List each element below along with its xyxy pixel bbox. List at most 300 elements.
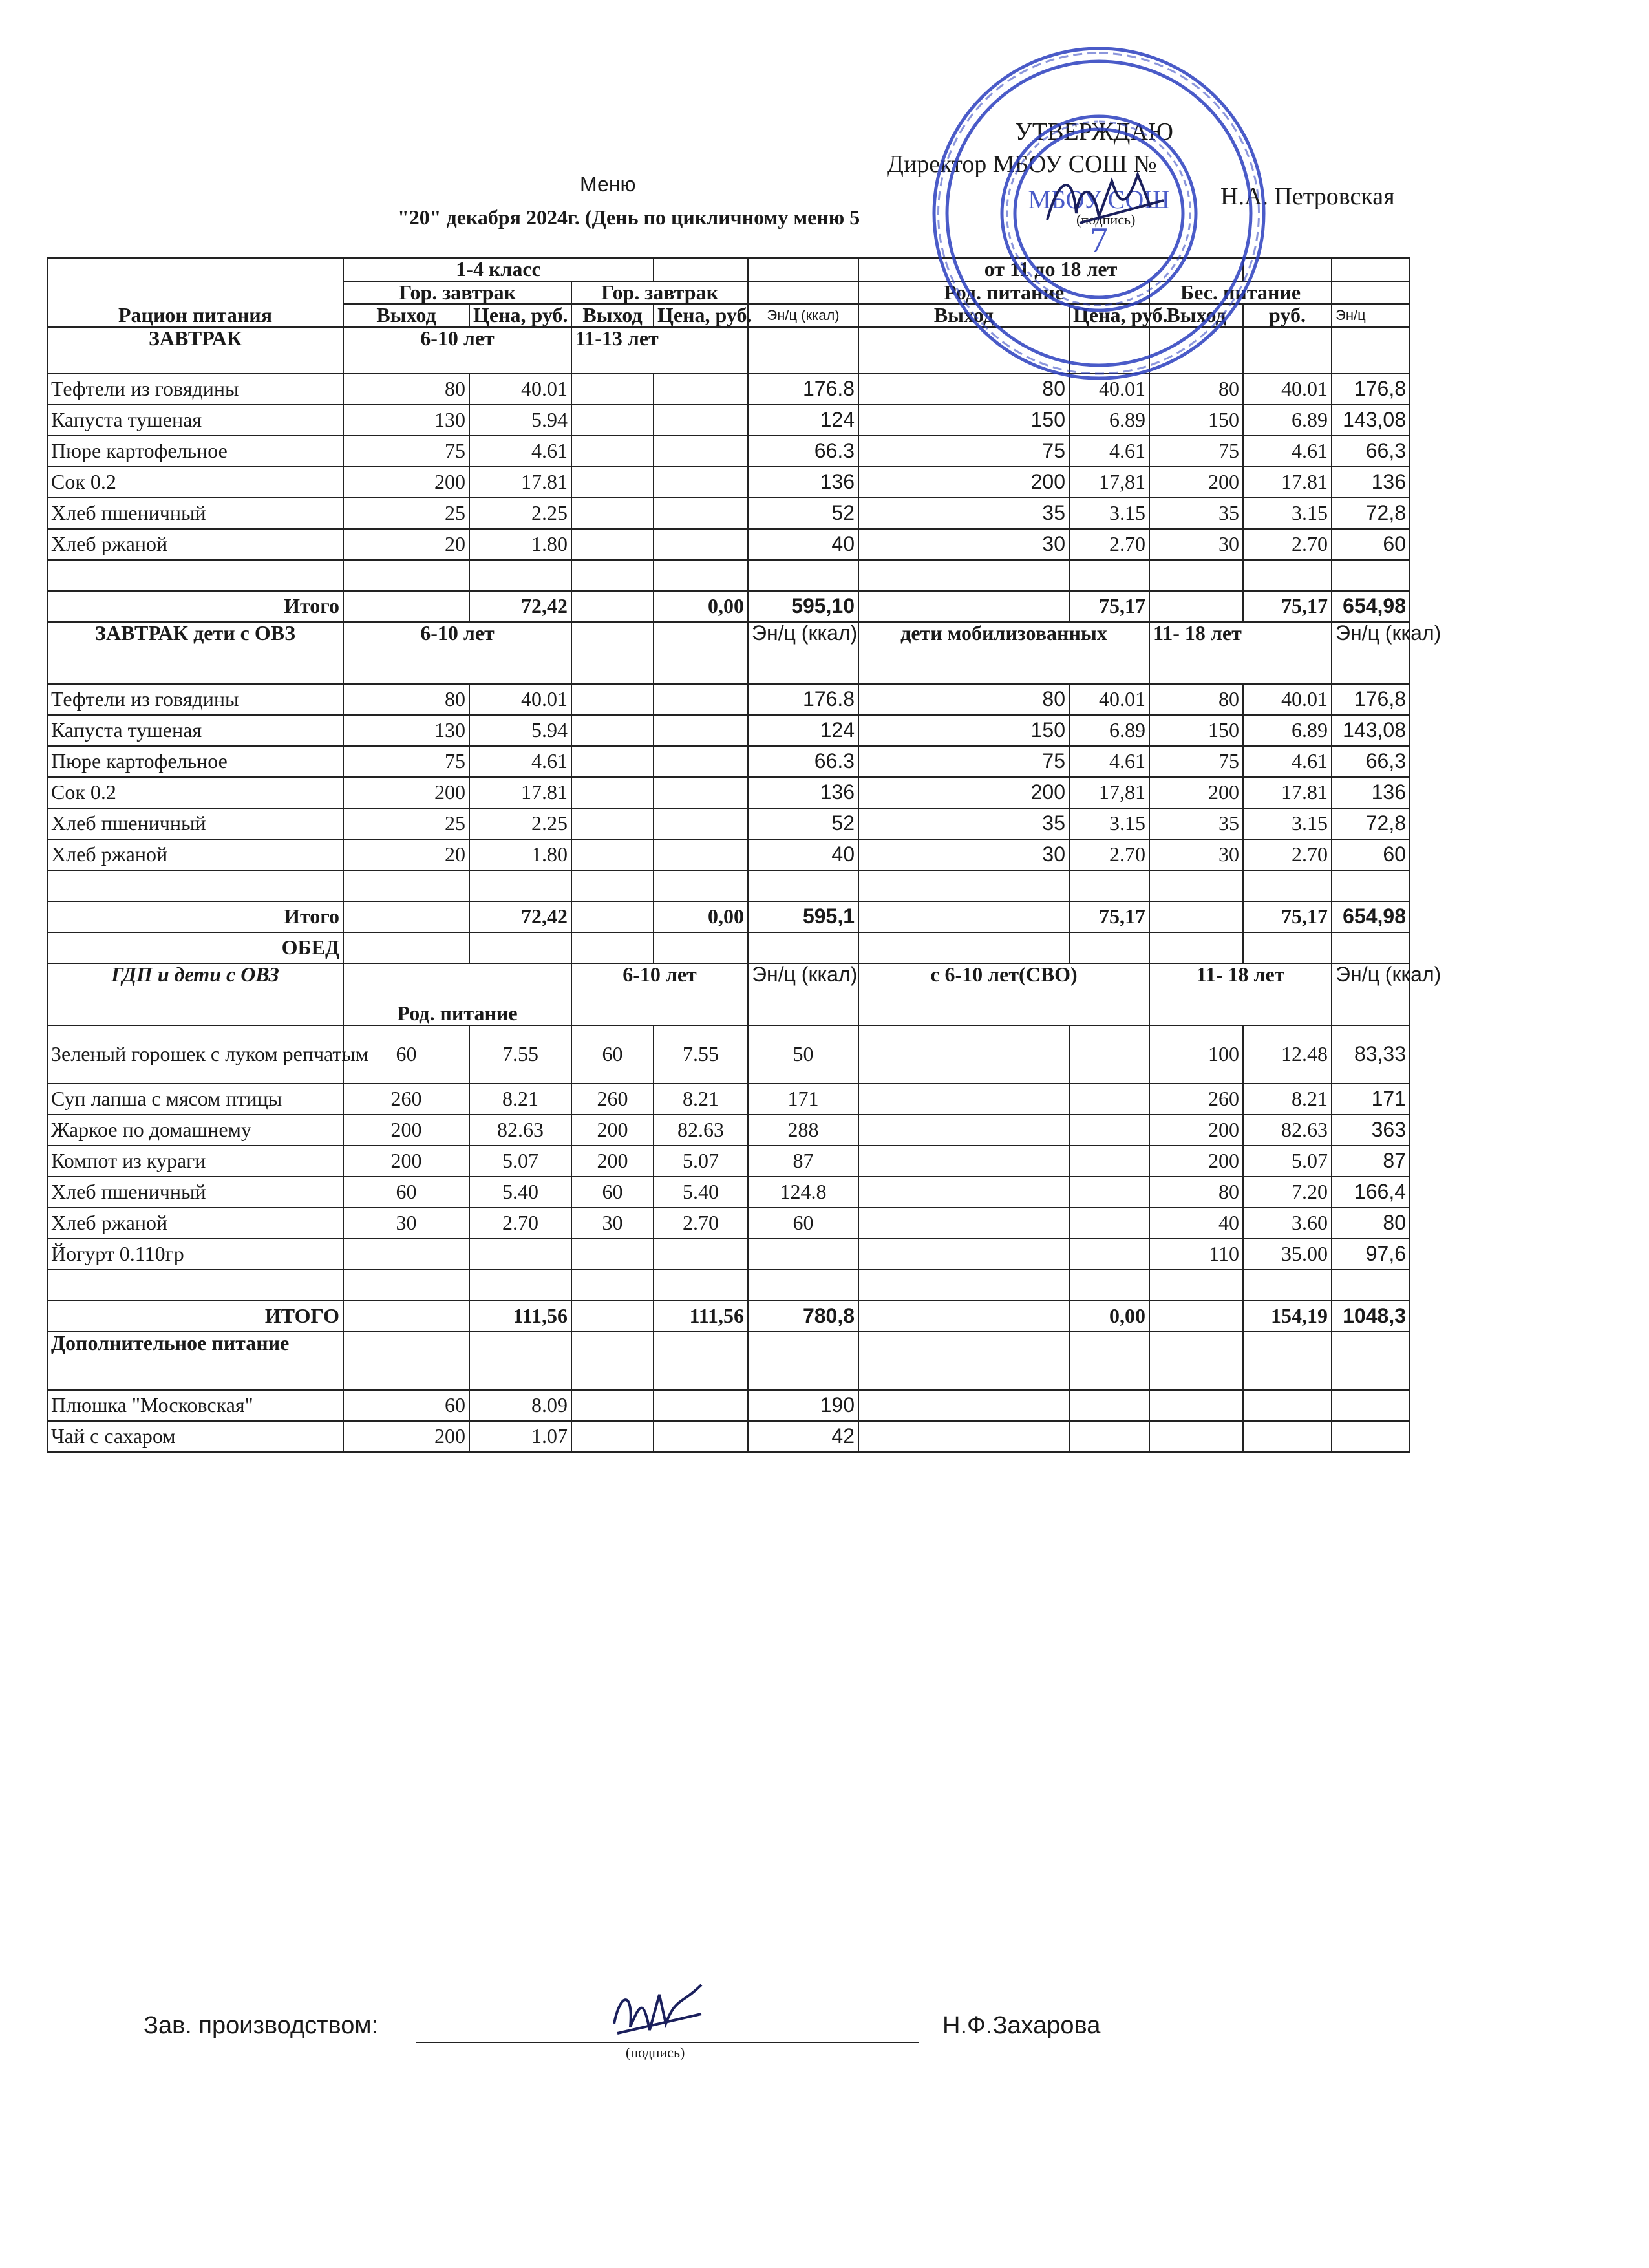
dish-value: 72,8 bbox=[1332, 498, 1410, 529]
dish-value: 40.01 bbox=[1243, 684, 1332, 715]
dish-value: 110 bbox=[1149, 1239, 1243, 1270]
header-price: Цена, руб. bbox=[654, 304, 748, 327]
total-value bbox=[571, 1301, 654, 1332]
dish-value: 4.61 bbox=[1243, 746, 1332, 777]
total-value: 75,17 bbox=[1243, 591, 1332, 622]
dish-value: 40.01 bbox=[1069, 684, 1149, 715]
dish-value: 52 bbox=[748, 808, 858, 839]
empty-cell bbox=[47, 560, 343, 591]
dish-value bbox=[858, 1239, 1069, 1270]
header-rod-pitanie: Род. питание bbox=[858, 281, 1149, 305]
dish-value: 20 bbox=[343, 839, 469, 870]
empty-cell bbox=[1243, 1332, 1332, 1390]
dish-name: Капуста тушеная bbox=[47, 715, 343, 746]
dish-value bbox=[571, 374, 654, 405]
empty-cell bbox=[654, 1332, 748, 1390]
dish-value: 200 bbox=[343, 467, 469, 498]
dish-name: Суп лапша с мясом птицы bbox=[47, 1084, 343, 1115]
dish-value: 35.00 bbox=[1243, 1239, 1332, 1270]
dish-value: 30 bbox=[571, 1208, 654, 1239]
total-value bbox=[858, 901, 1069, 932]
section-additional-title: Дополнительное питание bbox=[47, 1332, 343, 1390]
table-row bbox=[47, 715, 1410, 746]
section-mobilized: дети мобилизованных bbox=[858, 622, 1149, 684]
dish-value: 260 bbox=[1149, 1084, 1243, 1115]
total-label: ИТОГО bbox=[47, 1301, 343, 1332]
dish-value: 25 bbox=[343, 808, 469, 839]
dish-value: 80 bbox=[858, 684, 1069, 715]
header-gor-breakfast: Гор. завтрак bbox=[571, 281, 748, 305]
empty-cell bbox=[654, 932, 748, 963]
dish-value: 6.89 bbox=[1069, 715, 1149, 746]
total-value bbox=[1149, 591, 1243, 622]
dish-value: 17.81 bbox=[469, 777, 571, 808]
dish-value: 30 bbox=[343, 1208, 469, 1239]
dish-name: Плюшка "Московская" bbox=[47, 1390, 343, 1421]
section-gdp-title: ГДП и дети с ОВЗ bbox=[47, 963, 343, 1025]
dish-value: 143,08 bbox=[1332, 715, 1410, 746]
section-age: 11-13 лет bbox=[571, 327, 748, 374]
dish-value: 66.3 bbox=[748, 436, 858, 467]
table-row bbox=[47, 1208, 1410, 1239]
dish-value: 7.20 bbox=[1243, 1177, 1332, 1208]
dish-value: 1.80 bbox=[469, 839, 571, 870]
section-energy: Эн/ц (ккал) bbox=[1332, 963, 1410, 1025]
dish-value bbox=[1332, 1421, 1410, 1452]
dish-value: 12.48 bbox=[1243, 1025, 1332, 1084]
dish-value: 87 bbox=[1332, 1146, 1410, 1177]
empty-cell bbox=[1069, 560, 1149, 591]
dish-value: 83,33 bbox=[1332, 1025, 1410, 1084]
empty-cell bbox=[1332, 1270, 1410, 1301]
empty-cell bbox=[343, 1270, 469, 1301]
dish-value: 75 bbox=[858, 436, 1069, 467]
dish-value: 136 bbox=[1332, 777, 1410, 808]
total-value: 75,17 bbox=[1069, 591, 1149, 622]
table-row bbox=[47, 498, 1410, 529]
dish-value: 20 bbox=[343, 529, 469, 560]
dish-value: 176.8 bbox=[748, 684, 858, 715]
total-value: 154,19 bbox=[1243, 1301, 1332, 1332]
table-row bbox=[47, 963, 1410, 1025]
empty-cell bbox=[1149, 1270, 1243, 1301]
total-value bbox=[571, 591, 654, 622]
section-breakfast-title: ЗАВТРАК bbox=[47, 327, 343, 374]
dish-value: 2.70 bbox=[1243, 529, 1332, 560]
dish-value bbox=[654, 715, 748, 746]
dish-value bbox=[654, 1390, 748, 1421]
dish-value bbox=[858, 1146, 1069, 1177]
dish-value: 5.07 bbox=[1243, 1146, 1332, 1177]
empty-cell bbox=[1149, 1332, 1243, 1390]
table-row bbox=[47, 591, 1410, 622]
dish-value: 5.07 bbox=[654, 1146, 748, 1177]
total-value: 1048,3 bbox=[1332, 1301, 1410, 1332]
dish-value bbox=[654, 498, 748, 529]
dish-value bbox=[1243, 1390, 1332, 1421]
dish-value bbox=[571, 1239, 654, 1270]
dish-value: 176,8 bbox=[1332, 374, 1410, 405]
dish-value bbox=[1149, 1390, 1243, 1421]
empty-cell bbox=[571, 1332, 654, 1390]
dish-value bbox=[1069, 1208, 1149, 1239]
dish-value bbox=[469, 1239, 571, 1270]
dish-value: 40 bbox=[748, 839, 858, 870]
empty-cell bbox=[469, 560, 571, 591]
empty-cell bbox=[1332, 560, 1410, 591]
dish-value bbox=[1069, 1390, 1149, 1421]
dish-value: 3.15 bbox=[1243, 498, 1332, 529]
dish-value: 30 bbox=[1149, 839, 1243, 870]
dish-value: 2.70 bbox=[654, 1208, 748, 1239]
dish-value bbox=[571, 808, 654, 839]
dish-value: 60 bbox=[571, 1025, 654, 1084]
table-row bbox=[47, 808, 1410, 839]
table-row bbox=[47, 870, 1410, 901]
total-value bbox=[1149, 901, 1243, 932]
dish-value: 150 bbox=[1149, 405, 1243, 436]
section-age: 11- 18 лет bbox=[1149, 622, 1332, 684]
empty-cell bbox=[748, 870, 858, 901]
empty-cell bbox=[748, 932, 858, 963]
dish-value bbox=[858, 1025, 1069, 1084]
dish-value: 200 bbox=[571, 1115, 654, 1146]
dish-value bbox=[858, 1084, 1069, 1115]
total-value bbox=[343, 901, 469, 932]
total-value: 780,8 bbox=[748, 1301, 858, 1332]
empty-cell bbox=[1243, 560, 1332, 591]
dish-value bbox=[654, 1421, 748, 1452]
empty-cell bbox=[343, 932, 469, 963]
empty-cell bbox=[571, 1270, 654, 1301]
table-row bbox=[47, 777, 1410, 808]
dish-value: 35 bbox=[858, 498, 1069, 529]
director-name: Н.А. Петровская bbox=[1220, 183, 1395, 210]
dish-value: 82.63 bbox=[654, 1115, 748, 1146]
empty-cell bbox=[469, 870, 571, 901]
empty-cell bbox=[1069, 1270, 1149, 1301]
dish-value: 136 bbox=[748, 467, 858, 498]
empty-cell bbox=[469, 1332, 571, 1390]
dish-name: Сок 0.2 bbox=[47, 777, 343, 808]
dish-value: 97,6 bbox=[1332, 1239, 1410, 1270]
dish-value: 5.07 bbox=[469, 1146, 571, 1177]
dish-value: 40.01 bbox=[1243, 374, 1332, 405]
dish-value bbox=[654, 1239, 748, 1270]
dish-value: 75 bbox=[1149, 436, 1243, 467]
director-title: Директор МБОУ СОШ № bbox=[887, 151, 1157, 178]
dish-value: 8.21 bbox=[1243, 1084, 1332, 1115]
dish-value: 60 bbox=[343, 1177, 469, 1208]
empty-cell bbox=[748, 1332, 858, 1390]
stamp-number: 7 bbox=[1090, 220, 1108, 261]
empty-cell bbox=[343, 870, 469, 901]
table-row bbox=[47, 932, 1410, 963]
dish-value: 200 bbox=[343, 777, 469, 808]
empty-cell bbox=[858, 1332, 1069, 1390]
header-age-group: от 11 до 18 лет bbox=[858, 258, 1243, 281]
dish-value bbox=[1243, 1421, 1332, 1452]
date-line: "20" декабря 2024г. (День по цикличному меню 5 bbox=[398, 206, 860, 229]
dish-value: 150 bbox=[858, 715, 1069, 746]
dish-value: 6.89 bbox=[1243, 405, 1332, 436]
dish-value bbox=[571, 1390, 654, 1421]
header-vyhod: Выход bbox=[571, 304, 654, 327]
dish-value bbox=[858, 1421, 1069, 1452]
table-row bbox=[47, 1084, 1410, 1115]
empty-cell bbox=[1069, 932, 1149, 963]
dish-value: 66,3 bbox=[1332, 746, 1410, 777]
section-age: 6-10 лет bbox=[571, 963, 748, 1025]
dish-value: 50 bbox=[748, 1025, 858, 1084]
section-rod: Род. питание bbox=[343, 963, 571, 1025]
dish-value: 40.01 bbox=[1069, 374, 1149, 405]
total-value: 75,17 bbox=[1243, 901, 1332, 932]
approval-heading: УТВЕРЖДАЮ bbox=[1015, 118, 1173, 145]
dish-value: 200 bbox=[858, 777, 1069, 808]
dish-value: 8.21 bbox=[469, 1084, 571, 1115]
empty-cell bbox=[654, 622, 748, 684]
empty-cell bbox=[1243, 932, 1332, 963]
section-lunch-title: ОБЕД bbox=[47, 932, 343, 963]
section-ovz-title: ЗАВТРАК дети с ОВЗ bbox=[47, 622, 343, 684]
table-row bbox=[47, 622, 1410, 684]
empty-cell bbox=[47, 1270, 343, 1301]
table-row bbox=[47, 746, 1410, 777]
dish-value: 2.70 bbox=[1069, 839, 1149, 870]
total-value: 111,56 bbox=[654, 1301, 748, 1332]
total-value bbox=[1149, 1301, 1243, 1332]
dish-name: Хлеб пшеничный bbox=[47, 1177, 343, 1208]
dish-value: 3.15 bbox=[1243, 808, 1332, 839]
dish-value: 171 bbox=[1332, 1084, 1410, 1115]
dish-value: 150 bbox=[1149, 715, 1243, 746]
dish-name: Зеленый горошек с луком репчатым bbox=[47, 1025, 343, 1084]
dish-value bbox=[654, 374, 748, 405]
dish-name: Жаркое по домашнему bbox=[47, 1115, 343, 1146]
dish-value: 17,81 bbox=[1069, 467, 1149, 498]
section-energy: Эн/ц (ккал) bbox=[1332, 622, 1410, 684]
table-row bbox=[47, 529, 1410, 560]
dish-name: Тефтели из говядины bbox=[47, 374, 343, 405]
total-value: 0,00 bbox=[1069, 1301, 1149, 1332]
dish-value: 60 bbox=[1332, 529, 1410, 560]
table-row bbox=[47, 1025, 1410, 1084]
dish-value bbox=[654, 405, 748, 436]
dish-name: Чай с сахаром bbox=[47, 1421, 343, 1452]
dish-value: 17,81 bbox=[1069, 777, 1149, 808]
dish-value: 200 bbox=[571, 1146, 654, 1177]
dish-value: 130 bbox=[343, 405, 469, 436]
dish-value: 80 bbox=[343, 374, 469, 405]
dish-value: 82.63 bbox=[1243, 1115, 1332, 1146]
dish-name: Капуста тушеная bbox=[47, 405, 343, 436]
production-signature-icon bbox=[604, 1978, 708, 2043]
header-energy: Эн/ц bbox=[1332, 304, 1410, 327]
dish-value: 80 bbox=[1149, 1177, 1243, 1208]
dish-value: 66.3 bbox=[748, 746, 858, 777]
dish-value: 4.61 bbox=[1243, 436, 1332, 467]
total-value: 75,17 bbox=[1069, 901, 1149, 932]
dish-value: 190 bbox=[748, 1390, 858, 1421]
table-row bbox=[47, 467, 1410, 498]
menu-table bbox=[47, 257, 1442, 1453]
dish-value: 60 bbox=[343, 1390, 469, 1421]
dish-value: 4.61 bbox=[1069, 436, 1149, 467]
table-row bbox=[47, 1390, 1410, 1421]
dish-value: 2.25 bbox=[469, 808, 571, 839]
dish-value: 4.61 bbox=[1069, 746, 1149, 777]
empty-cell bbox=[858, 560, 1069, 591]
dish-value: 260 bbox=[343, 1084, 469, 1115]
dish-value bbox=[343, 1239, 469, 1270]
dish-value: 200 bbox=[1149, 1146, 1243, 1177]
dish-value: 30 bbox=[1149, 529, 1243, 560]
dish-value: 176.8 bbox=[748, 374, 858, 405]
dish-value: 171 bbox=[748, 1084, 858, 1115]
dish-value: 1.80 bbox=[469, 529, 571, 560]
total-value: 0,00 bbox=[654, 591, 748, 622]
table-row bbox=[47, 560, 1410, 591]
empty-cell bbox=[654, 1270, 748, 1301]
director-signature-icon bbox=[1041, 162, 1170, 239]
total-value: 595,1 bbox=[748, 901, 858, 932]
dish-value bbox=[858, 1208, 1069, 1239]
table-row bbox=[47, 436, 1410, 467]
section-energy: Эн/ц (ккал) bbox=[748, 622, 858, 684]
dish-value bbox=[654, 529, 748, 560]
dish-value bbox=[1069, 1239, 1149, 1270]
empty-cell bbox=[571, 622, 654, 684]
dish-value bbox=[1069, 1084, 1149, 1115]
header-vyhod: Выход bbox=[858, 304, 1069, 327]
total-value: 72,42 bbox=[469, 591, 571, 622]
total-value bbox=[343, 1301, 469, 1332]
empty-cell bbox=[654, 870, 748, 901]
dish-value: 35 bbox=[1149, 498, 1243, 529]
dish-value: 17.81 bbox=[469, 467, 571, 498]
dish-value: 75 bbox=[343, 746, 469, 777]
dish-value bbox=[571, 436, 654, 467]
dish-value: 35 bbox=[1149, 808, 1243, 839]
empty-cell bbox=[748, 1270, 858, 1301]
dish-value: 80 bbox=[1332, 1208, 1410, 1239]
table-row bbox=[47, 1115, 1410, 1146]
dish-value bbox=[571, 684, 654, 715]
dish-value: 200 bbox=[343, 1421, 469, 1452]
header-gor-breakfast: Гор. завтрак bbox=[343, 281, 571, 305]
dish-value: 5.40 bbox=[469, 1177, 571, 1208]
dish-value: 200 bbox=[1149, 1115, 1243, 1146]
table-row bbox=[47, 901, 1410, 932]
dish-value bbox=[1069, 1025, 1149, 1084]
dish-value: 124 bbox=[748, 405, 858, 436]
empty-cell bbox=[1332, 870, 1410, 901]
empty-cell bbox=[1243, 870, 1332, 901]
table-row bbox=[47, 839, 1410, 870]
empty-cell bbox=[858, 1270, 1069, 1301]
dish-value: 3.60 bbox=[1243, 1208, 1332, 1239]
dish-name: Хлеб пшеничный bbox=[47, 808, 343, 839]
total-value bbox=[858, 591, 1069, 622]
dish-value: 124 bbox=[748, 715, 858, 746]
dish-value bbox=[1069, 1115, 1149, 1146]
empty-cell bbox=[858, 870, 1069, 901]
dish-value bbox=[858, 1115, 1069, 1146]
dish-value bbox=[1332, 1390, 1410, 1421]
dish-value: 200 bbox=[1149, 467, 1243, 498]
dish-value: 5.94 bbox=[469, 715, 571, 746]
table-row bbox=[47, 1239, 1410, 1270]
empty-cell bbox=[343, 560, 469, 591]
dish-value: 6.89 bbox=[1243, 715, 1332, 746]
dish-value: 40 bbox=[748, 529, 858, 560]
dish-value: 200 bbox=[343, 1146, 469, 1177]
dish-value bbox=[1069, 1421, 1149, 1452]
empty-cell bbox=[748, 560, 858, 591]
table-row bbox=[47, 1177, 1410, 1208]
dish-value bbox=[654, 808, 748, 839]
total-value bbox=[571, 901, 654, 932]
empty-cell bbox=[858, 932, 1069, 963]
dish-value: 25 bbox=[343, 498, 469, 529]
section-energy: Эн/ц (ккал) bbox=[748, 963, 858, 1025]
section-age: 11- 18 лет bbox=[1149, 963, 1332, 1025]
table-row bbox=[47, 1270, 1410, 1301]
dish-value bbox=[571, 715, 654, 746]
empty-cell bbox=[1332, 932, 1410, 963]
empty-cell bbox=[343, 1332, 469, 1390]
dish-value bbox=[1149, 1421, 1243, 1452]
dish-name: Хлеб ржаной bbox=[47, 1208, 343, 1239]
dish-name: Хлеб ржаной bbox=[47, 529, 343, 560]
table-row bbox=[47, 1332, 1410, 1390]
total-value: 111,56 bbox=[469, 1301, 571, 1332]
header-bes-pitanie: Бес. питание bbox=[1149, 281, 1332, 305]
dish-value bbox=[571, 498, 654, 529]
dish-value: 80 bbox=[1149, 684, 1243, 715]
dish-value bbox=[571, 1421, 654, 1452]
dish-value: 60 bbox=[1332, 839, 1410, 870]
dish-value bbox=[654, 839, 748, 870]
dish-value bbox=[748, 1239, 858, 1270]
dish-value: 100 bbox=[1149, 1025, 1243, 1084]
section-age: 6-10 лет bbox=[343, 622, 571, 684]
dish-value: 66,3 bbox=[1332, 436, 1410, 467]
dish-value: 87 bbox=[748, 1146, 858, 1177]
empty-cell bbox=[469, 1270, 571, 1301]
dish-value: 80 bbox=[1149, 374, 1243, 405]
empty-cell bbox=[571, 870, 654, 901]
dish-value: 2.70 bbox=[1243, 839, 1332, 870]
footer-signature-caption: (подпись) bbox=[626, 2044, 685, 2060]
dish-value: 80 bbox=[343, 684, 469, 715]
header-grade: 1-4 класс bbox=[343, 258, 654, 281]
dish-value: 200 bbox=[858, 467, 1069, 498]
dish-value: 2.70 bbox=[1069, 529, 1149, 560]
dish-value: 8.09 bbox=[469, 1390, 571, 1421]
dish-name: Хлеб пшеничный bbox=[47, 498, 343, 529]
dish-name: Компот из кураги bbox=[47, 1146, 343, 1177]
header-price: Цена, руб. bbox=[469, 304, 571, 327]
dish-value: 5.94 bbox=[469, 405, 571, 436]
dish-value: 200 bbox=[1149, 777, 1243, 808]
total-value bbox=[858, 1301, 1069, 1332]
header-price: Цена, руб. bbox=[1069, 304, 1149, 327]
dish-value: 3.15 bbox=[1069, 808, 1149, 839]
dish-value: 1.07 bbox=[469, 1421, 571, 1452]
dish-value: 60 bbox=[748, 1208, 858, 1239]
